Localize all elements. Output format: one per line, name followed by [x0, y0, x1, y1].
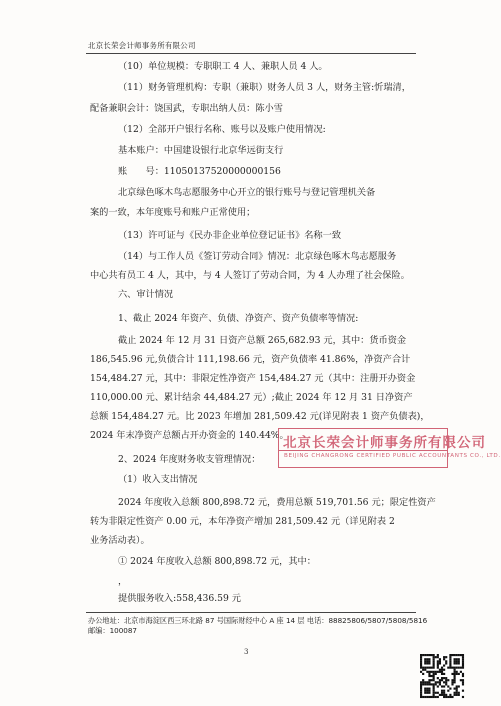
paragraph-line: 案的一致，本年度账号和账户正常使用； — [90, 207, 256, 218]
section-heading: 六、审计情况 — [118, 289, 174, 300]
paragraph-line: （10）单位规模：专职职工 4 人、兼职人员 4 人。 — [118, 61, 328, 72]
firm-seal-stamp — [278, 428, 501, 468]
paragraph-line: 总额 154,484.27 元。比 2023 年增加 281,509.42 元(详见附表 1 资产负债表)， — [90, 411, 430, 422]
subsection-heading: 1、截止 2024 年资产、负债、净资产、资产负债率等情况: — [118, 313, 359, 324]
stamp-chinese-name: 北京长荣会计师事务所有限公司 — [283, 435, 486, 451]
paragraph-line: ① 2024 年度收入总额 800,898.72 元，其中： — [118, 556, 316, 567]
page-number: 3 — [244, 648, 249, 656]
paragraph-line: ， — [118, 576, 128, 587]
paragraph-line: （12）全部开户银行名称、账号以及账户使用情况: — [118, 124, 326, 135]
paragraph-line: 中心共有员工 4 人，其中，与 4 人签订了劳动合同，为 4 人办理了社会保险。 — [90, 270, 410, 281]
paragraph-line: 北京绿色啄木鸟志愿服务中心开立的银行账号与登记管理机关备 — [118, 187, 376, 198]
header-divider — [86, 53, 416, 54]
paragraph-line: 2024 年末净资产总额占开办资金的 140.44%。 — [90, 430, 289, 441]
paragraph-line: 2024 年度收入总额 800,898.72 元，费用总额 519,701.56 元；限定性资产 — [118, 497, 436, 508]
qr-code-icon — [420, 654, 464, 698]
paragraph-line: （13）许可证与《民办非企业单位登记证书》名称一致 — [118, 230, 342, 241]
paragraph-line: （14）与工作人员《签订劳动合同》情况：北京绿色啄木鸟志愿服务 — [118, 251, 397, 262]
paragraph-line: 截止 2024 年 12 月 31 日资产总额 265,682.93 元，其中：货币资金 — [118, 335, 407, 346]
paragraph-line: （11）财务管理机构：专职（兼职）财务人员 3 人，财务主管:忻瑞清， — [118, 82, 411, 93]
header-firm-name: 北京长荣会计师事务所有限公司 — [88, 41, 196, 50]
subsection-heading: （1）收入支出情况 — [118, 474, 198, 485]
paragraph-line: 基本账户：中国建设银行北京华远街支行 — [118, 145, 284, 156]
stamp-english-name: BEIJING CHANGRONG CERTIFIED PUBLIC ACCOUNTANTS CO., LTD. — [284, 453, 501, 459]
footer-divider — [86, 612, 416, 613]
paragraph-line: 提供服务收入:558,436.59 元 — [118, 593, 241, 604]
subsection-heading: 2、2024 年度财务收支管理情况： — [118, 454, 261, 465]
paragraph-line: 154,484.27 元，其中：非限定性净资产 154,484.27 元（其中：注册开办资金 — [90, 373, 416, 384]
paragraph-line: 账 号：11050137520000000156 — [118, 166, 281, 177]
footer-address: 办公地址：北京市海淀区西三环北路 87 号国际财经中心 A 座 14 层 电话：88825806/5807/5808/5816 — [88, 616, 428, 625]
paragraph-line: 配备兼职会计：饶国武，专职出纳人员：陈小雪 — [90, 103, 283, 114]
paragraph-line: 业务活动表）。 — [90, 535, 150, 546]
paragraph-line: 110,000.00 元、累计结余 44,484.27 元）;截止 2024 年 12 月 31 日净资产 — [90, 392, 413, 403]
footer-postcode: 邮编：100087 — [88, 626, 138, 635]
paragraph-line: 转为非限定性资产 0.00 元，本年净资产增加 281,509.42 元（详见附表 2 — [90, 516, 395, 527]
paragraph-line: 186,545.96 元,负债合计 111,198.66 元，资产负债率 41.86%，净资产合计 — [90, 354, 411, 365]
stamp-divider — [279, 450, 447, 451]
